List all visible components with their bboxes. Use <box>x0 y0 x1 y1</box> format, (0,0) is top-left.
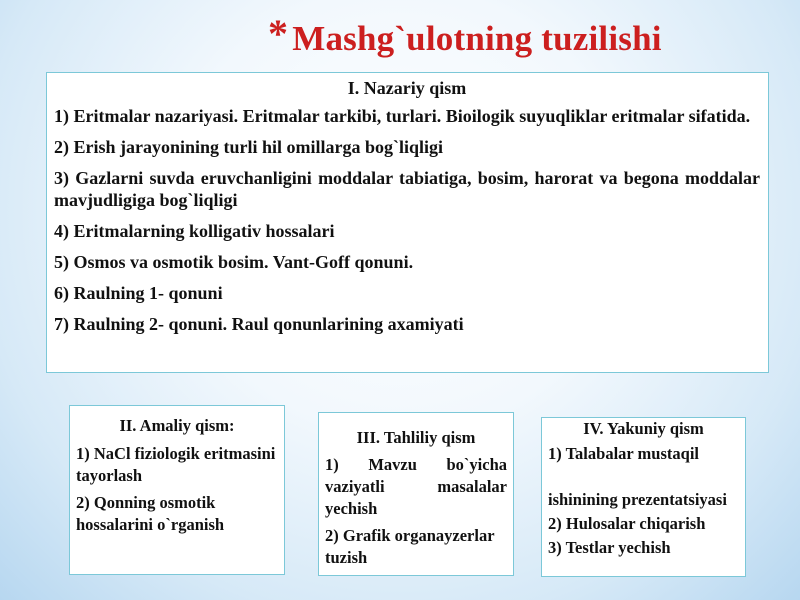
theory-item: 3) Gazlarni suvda eruvchanligini moddalar tabiatiga, bosim, harorat va begona moddalar mavjudligiga bog`liqligi <box>54 168 760 210</box>
theory-item: 6) Raulning 1- qonuni <box>54 283 223 303</box>
analytical-item-2: 2) Grafik organayzerlar tuzish <box>325 526 495 567</box>
final-box <box>541 417 746 577</box>
final-item-3: 3) Testlar yechish <box>548 538 671 557</box>
practical-heading: II. Amaliy qism: <box>119 416 235 435</box>
analytical-heading: III. Tahliliy qism <box>356 428 476 447</box>
analytical-box <box>318 412 514 576</box>
spacer <box>548 467 739 489</box>
practical-box <box>69 405 285 575</box>
theory-box <box>46 72 769 373</box>
analytical-item-1-line: 1) Mavzu bo`yicha <box>325 455 507 474</box>
theory-item: 7) Raulning 2- qonuni. Raul qonunlarining axamiyati <box>54 314 464 334</box>
theory-item: 4) Eritmalarning kolligativ hossalari <box>54 221 335 241</box>
title-text: Mashg`ulotning tuzilishi <box>292 19 662 58</box>
final-item-2: 2) Hulosalar chiqarish <box>548 514 706 533</box>
slide-title <box>268 10 788 64</box>
final-item-1-line: 1) Talabalar mustaqil <box>548 444 699 463</box>
title-asterisk: * <box>268 10 289 56</box>
theory-item: 1) Eritmalar nazariyasi. Eritmalar tarkibi, turlari. Bioilogik suyuqliklar eritmalar sifatida. <box>54 106 751 126</box>
practical-item: 1) NaCl fiziologik eritmasini tayorlash <box>76 444 276 485</box>
analytical-item-1-line: vaziyatli masalalar <box>325 477 507 496</box>
practical-item: 2) Qonning osmotik hossalarini o`rganish <box>76 493 225 534</box>
analytical-item-1-line: yechish <box>325 499 378 518</box>
final-heading: IV. Yakuniy qism <box>583 419 704 438</box>
analytical-item-1 <box>325 454 507 520</box>
theory-item: 2) Erish jarayonining turli hil omillarga bog`liqligi <box>54 137 444 157</box>
theory-item: 5) Osmos va osmotik bosim. Vant-Goff qonuni. <box>54 252 414 272</box>
theory-heading: I. Nazariy qism <box>347 78 467 98</box>
final-item-1-line: ishinining prezentatsiyasi <box>548 490 727 509</box>
